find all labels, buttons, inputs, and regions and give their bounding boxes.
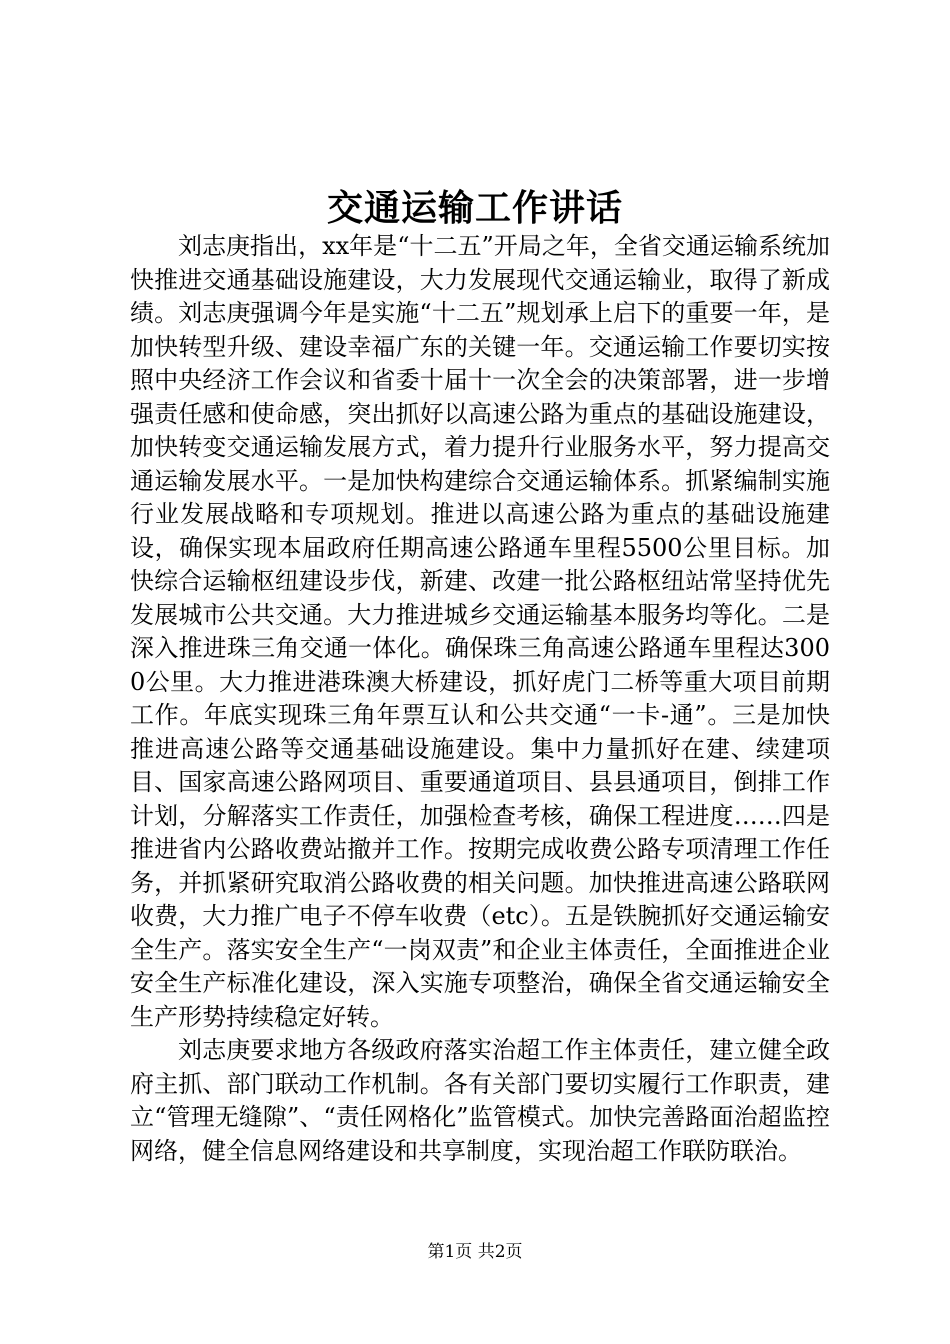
paragraph-1: 刘志庚指出，xx年是“十二五”开局之年，全省交通运输系统加快推进交通基础设施建设，大力发展现代交通运输业，取得了新成绩。刘志庚强调今年是实施“十二五”规划承上启下的重要一年，是加快转型升级、建设幸福广东的关键一年。交通运输工作要切实按照中央经济工作会议和省委十届十一次全会的决策部署，进一步增强责任感和使命感，突出抓好以高速公路为重点的基础设施建设，加快转变交通运输发展方式，着力提升行业服务水平，努力提高交通运输发展水平。一是加快构建综合交通运输体系。抓紧编制实施行业发展战略和专项规划。推进以高速公路为重点的基础设施建设，确保实现本届政府任期高速公路通车里程5500公里目标。加快综合运输枢纽建设步伐，新建、改建一批公路枢纽站常坚持优先发展城市公共交通。大力推进城乡交通运输基本服务均等化。二是深入推进珠三角交通一体化。确保珠三角高速公路通车里程达3000公里。大力推进港珠澳大桥建设，抓好虎门二桥等重大项目前期工作。年底实现珠三角年票互认和公共交通“一卡-通”。三是加快推进高速公路等交通基础设施建设。集中力量抓好在建、续建项目、国家高速公路网项目、重要通道项目、县县通项目，倒排工作计划，分解落实工作责任，加强检查考核，确保工程进度……四是推进省内公路收费站撤并工作。按期完成收费公路专项清理工作任务，并抓紧研究取消公路收费的相关问题。加快推进高速公路联网收费，大力推广电子不停车收费（etc）。五是铁腕抓好交通运输安全生产。落实安全生产“一岗双责”和企业主体责任，全面推进企业安全生产标准化建设，深入实施专项整治，确保全省交通运输安全生产形势持续稳定好转。 — [130, 232, 830, 1031]
paragraph-2: 刘志庚要求地方各级政府落实治超工作主体责任，建立健全政府主抓、部门联动工作机制。各有关部门要切实履行工作职责，建立“管理无缝隙”、“责任网格化”监管模式。加快完善路面治超监控网络，健全信息网络建设和共享制度，实现治超工作联防联治。 — [130, 1036, 830, 1165]
document-title: 交通运输工作讲话 — [326, 187, 623, 229]
document-body — [130, 230, 830, 1168]
page-number-footer: 第1页 共2页 — [427, 1242, 523, 1262]
